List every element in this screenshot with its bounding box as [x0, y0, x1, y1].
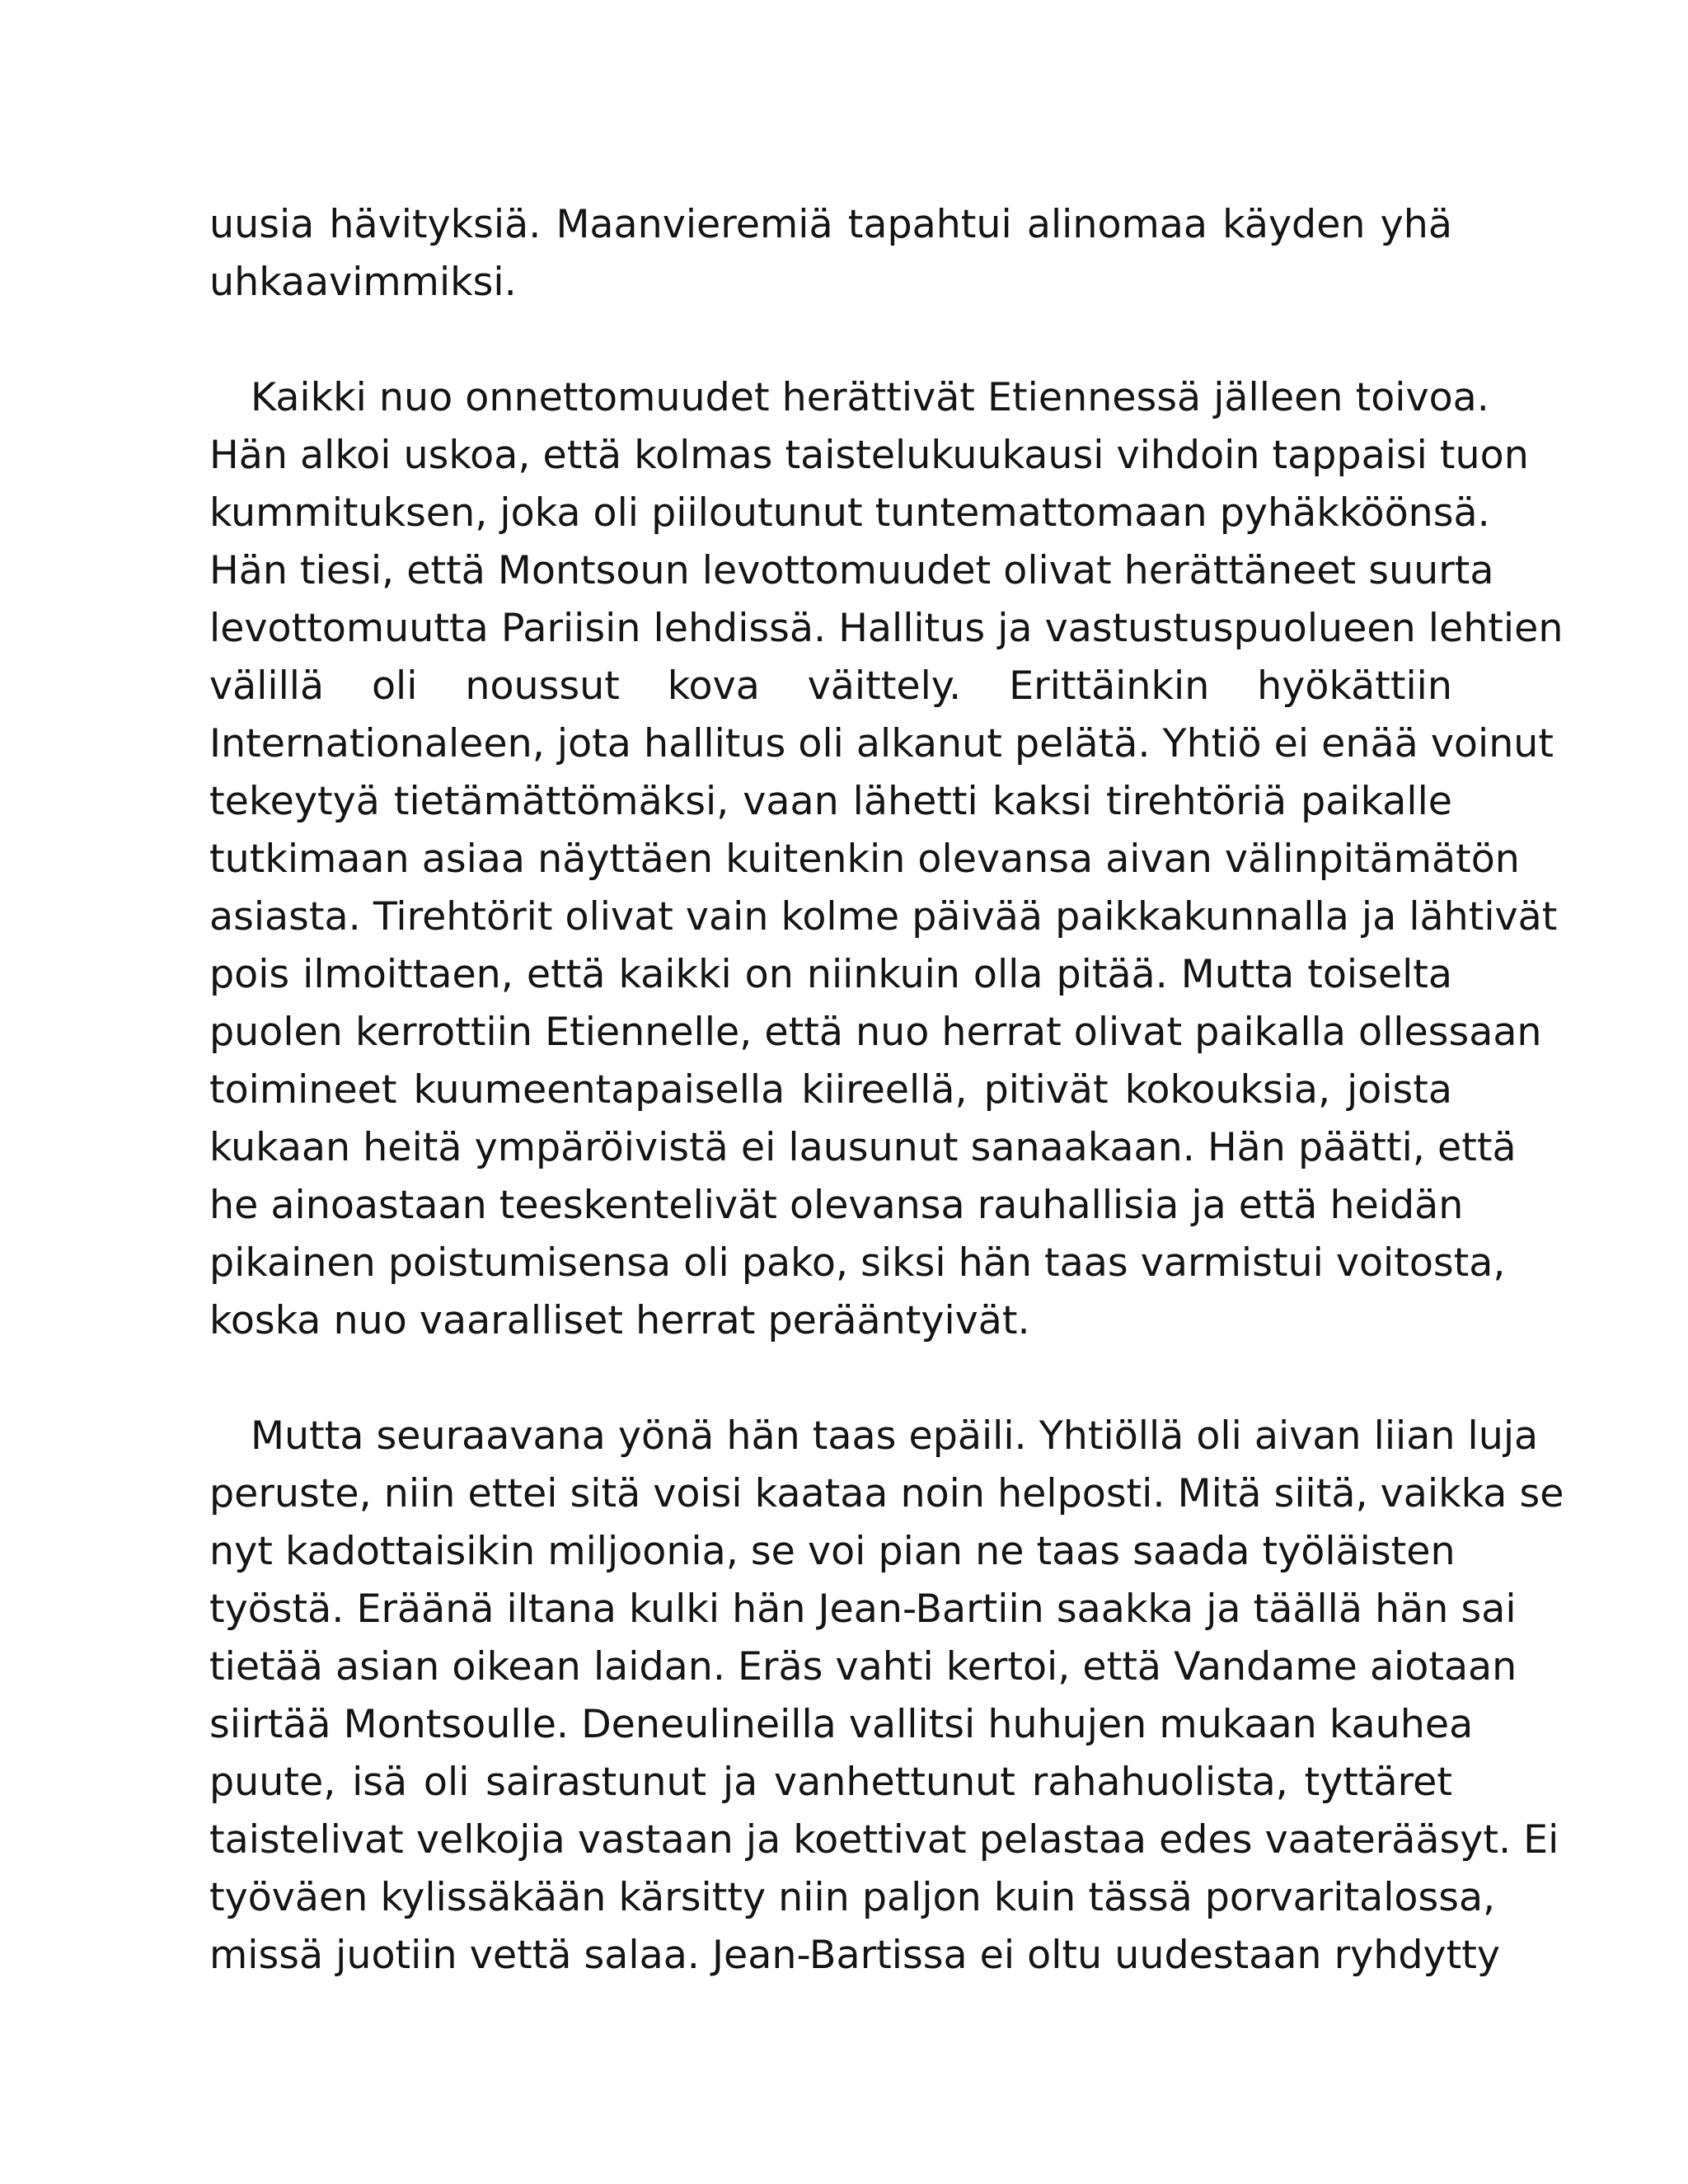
- text-line: tutkimaan asiaa näyttäen kuitenkin olevansa aivan välinpitämätön: [209, 837, 1520, 882]
- text-line: uhkaavimmiksi.: [209, 260, 517, 305]
- text-line: missä juotiin vettä salaa. Jean-Bartissa ei oltu uudestaan ryhdytty: [209, 1933, 1500, 1978]
- text-line: he ainoastaan teeskentelivät olevansa rauhallisia ja että heidän: [209, 1183, 1464, 1228]
- text-line: siirtää Montsoulle. Deneulineilla vallitsi huhujen mukaan kauhea: [209, 1702, 1474, 1747]
- text-line: puute, isä oli sairastunut ja vanhettunut rahahuolista, tyttäret: [209, 1760, 1452, 1805]
- paragraph-1: [209, 196, 1452, 312]
- text-line: taistelivat velkojia vastaan ja koettivat pelastaa edes vaaterääsyt. Ei: [209, 1817, 1559, 1863]
- text-line: tekeytyä tietämättömäksi, vaan lähetti kaksi tirehtöriä paikalle: [209, 779, 1452, 824]
- text-line: nyt kadottaisikin miljoonia, se voi pian ne taas saada työläisten: [209, 1529, 1456, 1574]
- text-line: pikainen poistumisensa oli pako, siksi hän taas varmistui voitosta,: [209, 1240, 1506, 1286]
- text-line: välillä oli noussut kova väittely. Erittäinkin hyökättiin: [209, 663, 1452, 709]
- text-line: pois ilmoittaen, että kaikki on niinkuin olla pitää. Mutta toiselta: [209, 952, 1452, 997]
- text-line: asiasta. Tirehtörit olivat vain kolme päivää paikkakunnalla ja lähtivät: [209, 894, 1558, 940]
- text-line: uusia hävityksiä. Maanvieremiä tapahtui alinomaa käyden yhä: [209, 202, 1452, 247]
- text-line: puolen kerrottiin Etiennelle, että nuo herrat olivat paikalla ollessaan: [209, 1010, 1542, 1055]
- text-line: Internationaleen, jota hallitus oli alkanut pelätä. Yhtiö ei enää voinut: [209, 721, 1554, 766]
- text-line: työväen kylissäkään kärsitty niin paljon kuin tässä porvaritalossa,: [209, 1875, 1496, 1920]
- text-line: koska nuo vaaralliset herrat perääntyivät.: [209, 1298, 1030, 1343]
- paragraph-spacer: [209, 1350, 1452, 1408]
- text-line: levottomuutta Pariisin lehdissä. Hallitus ja vastustuspuolueen lehtien: [209, 606, 1564, 651]
- text-line: Kaikki nuo onnettomuudet herättivät Etiennessä jälleen toivoa.: [251, 375, 1489, 420]
- text-line: peruste, niin ettei sitä voisi kaataa noin helposti. Mitä siitä, vaikka se: [209, 1471, 1564, 1516]
- text-line: työstä. Eräänä iltana kulki hän Jean-Bartiin saakka ja täällä hän sai: [209, 1586, 1517, 1632]
- text-line: toimineet kuumeentapaisella kiireellä, pitivät kokouksia, joista: [209, 1067, 1452, 1113]
- text-line: kukaan heitä ympäröivistä ei lausunut sanaakaan. Hän päätti, että: [209, 1125, 1517, 1170]
- text-line: Hän tiesi, että Montsoun levottomuudet olivat herättäneet suurta: [209, 548, 1494, 593]
- text-line: Mutta seuraavana yönä hän taas epäili. Yhtiöllä oli aivan liian luja: [251, 1413, 1539, 1459]
- paragraph-2: [209, 369, 1564, 1350]
- text-line: kummituksen, joka oli piiloutunut tuntemattomaan pyhäkköönsä.: [209, 490, 1490, 536]
- text-line: tietää asian oikean laidan. Eräs vahti kertoi, että Vandame aiotaan: [209, 1644, 1517, 1690]
- paragraph-spacer: [209, 312, 1452, 369]
- body-text: [209, 196, 1564, 1985]
- text-line: Hän alkoi uskoa, että kolmas taistelukuukausi vihdoin tappaisi tuon: [209, 433, 1529, 478]
- paragraph-3: [209, 1408, 1564, 1985]
